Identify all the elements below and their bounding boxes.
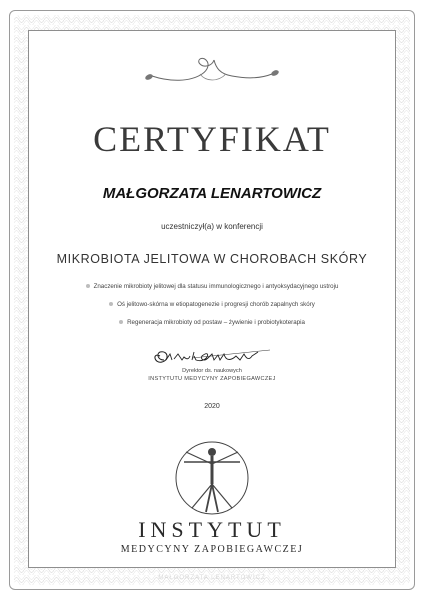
bullet-icon [119,320,123,324]
handwritten-signature [148,342,276,370]
vitruvian-man-logo [172,438,252,518]
bullet-icon [109,302,113,306]
certificate-title: CERTYFIKAT [93,119,331,159]
conference-title: MIKROBIOTA JELITOWA W CHOROBACH SKÓRY [56,252,368,266]
institute-name: INSTYTUT [138,517,286,542]
bullet-icon [86,284,90,288]
signer-title: Dyrektor ds. naukowych [182,368,242,374]
participation-text: uczestniczył(a) w konferencji [161,222,263,231]
recipient-name: MAŁGORZATA LENARTOWICZ [102,185,322,202]
topic-item [0,283,424,290]
topic-item [0,319,424,326]
institute-subtitle: MEDYCYNY ZAPOBIEGAWCZEJ [120,544,304,555]
decorative-ornament [140,52,284,86]
topic-text: Znaczenie mikrobioty jelitowej dla statusu immunologicznego i antyoksydacyjnego ustroju [93,283,339,290]
topic-text: Regeneracja mikrobioty od postaw – żywienie i probiotykoterapia [127,319,305,326]
name-watermark: MAŁGORZATA LENARTOWICZ [158,575,266,581]
topic-item [0,301,424,308]
topic-text: Oś jelitowo-skórna w etiopatogenezie i progresji chorób zapalnych skóry [117,301,315,308]
certificate-year: 2020 [204,403,220,410]
topics-list [0,283,424,337]
signer-institution: INSTYTUTU MEDYCYNY ZAPOBIEGAWCZEJ [148,376,276,382]
